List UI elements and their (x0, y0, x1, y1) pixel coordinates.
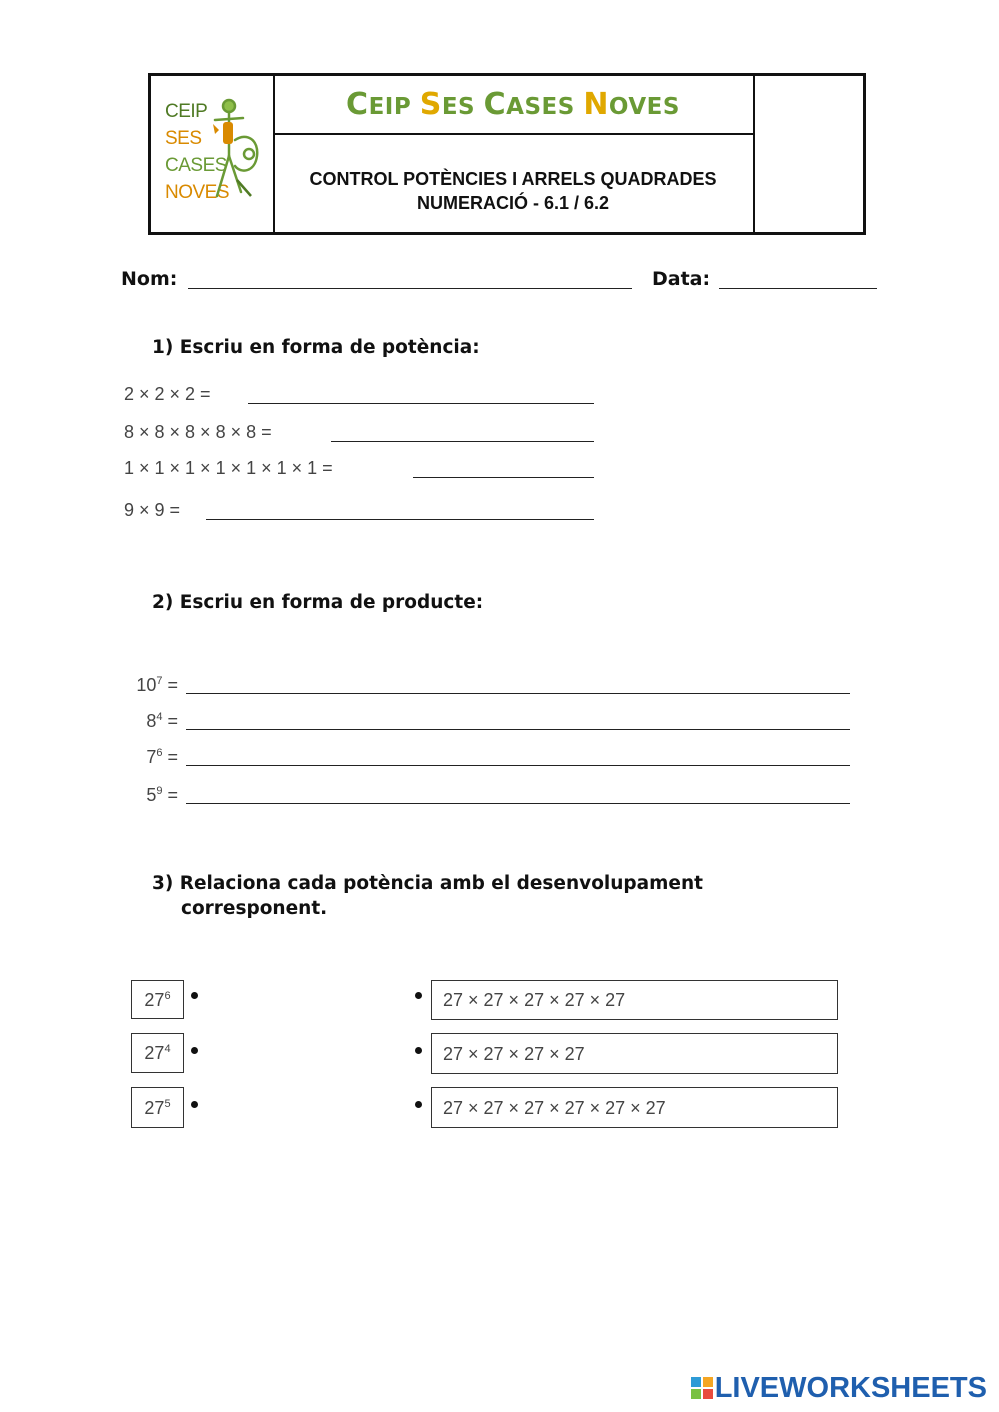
q3-right-box-1[interactable]: 27 × 27 × 27 × 27 × 27 (431, 980, 838, 1020)
q3-right-dot-3[interactable] (415, 1101, 422, 1108)
q2-expr-2: $8^4$ = (146, 711, 178, 731)
school-logo (151, 76, 275, 232)
q2-answer-4[interactable] (186, 785, 850, 804)
q2-expr-1: $10^7$ = (136, 675, 178, 695)
q3-left-box-1[interactable]: $27^6$ (131, 980, 184, 1019)
q2-title: 2) Escriu en forma de producte: (152, 592, 484, 613)
q1-expr-4: 9 × 9 = (124, 500, 181, 520)
q3-right-box-3[interactable]: 27 × 27 × 27 × 27 × 27 × 27 (431, 1087, 838, 1128)
header-title-cell (273, 76, 755, 232)
q3-title-line-2: corresponent. (181, 898, 328, 919)
date-label: Data: (652, 268, 711, 290)
control-title (273, 135, 753, 232)
header-box (148, 73, 866, 235)
q2-answer-1[interactable] (186, 675, 850, 694)
school-name: CEIP SES CASES NOVES (273, 76, 753, 135)
q1-answer-4[interactable] (206, 500, 594, 520)
q3-title-line-1: 3) Relaciona cada potència amb el desenvolupament (152, 873, 703, 894)
q1-answer-3[interactable] (413, 458, 594, 478)
title-line-1: CONTROL POTÈNCIES I ARRELS QUADRADES (309, 169, 717, 189)
q3-left-box-3[interactable]: $27^5$ (131, 1087, 184, 1128)
name-field[interactable] (188, 268, 632, 289)
q2-answer-3[interactable] (186, 747, 850, 766)
q2-expr-3: $7^6$ = (146, 747, 178, 767)
date-field[interactable] (719, 268, 877, 289)
name-label: Nom: (121, 268, 178, 290)
q1-expr-3: 1 × 1 × 1 × 1 × 1 × 1 × 1 = (124, 458, 333, 478)
q1-title: 1) Escriu en forma de potència: (152, 337, 480, 358)
q1-answer-1[interactable] (248, 384, 594, 404)
q3-right-dot-2[interactable] (415, 1047, 422, 1054)
liveworksheets-logo-icon (691, 1377, 713, 1399)
q1-answer-2[interactable] (331, 422, 594, 442)
logo-figure-icon (207, 96, 267, 208)
q3-left-dot-2[interactable] (191, 1047, 198, 1054)
q3-left-box-2[interactable]: $27^4$ (131, 1033, 184, 1073)
q3-left-dot-3[interactable] (191, 1101, 198, 1108)
q1-expr-1: 2 × 2 × 2 = (124, 384, 211, 404)
q3-left-dot-1[interactable] (191, 992, 198, 999)
title-line-2: NUMERACIÓ - 6.1 / 6.2 (416, 193, 610, 213)
q3-right-box-2[interactable]: 27 × 27 × 27 × 27 (431, 1033, 838, 1074)
q1-expr-2: 8 × 8 × 8 × 8 × 8 = (124, 422, 272, 442)
q3-right-dot-1[interactable] (415, 992, 422, 999)
liveworksheets-brand: LIVEWORKSHEETS (691, 1372, 987, 1405)
q2-answer-2[interactable] (186, 711, 850, 730)
q2-expr-4: $5^9$ = (146, 785, 178, 805)
logo-text: CEIP SES CASES NOVES (165, 101, 230, 203)
